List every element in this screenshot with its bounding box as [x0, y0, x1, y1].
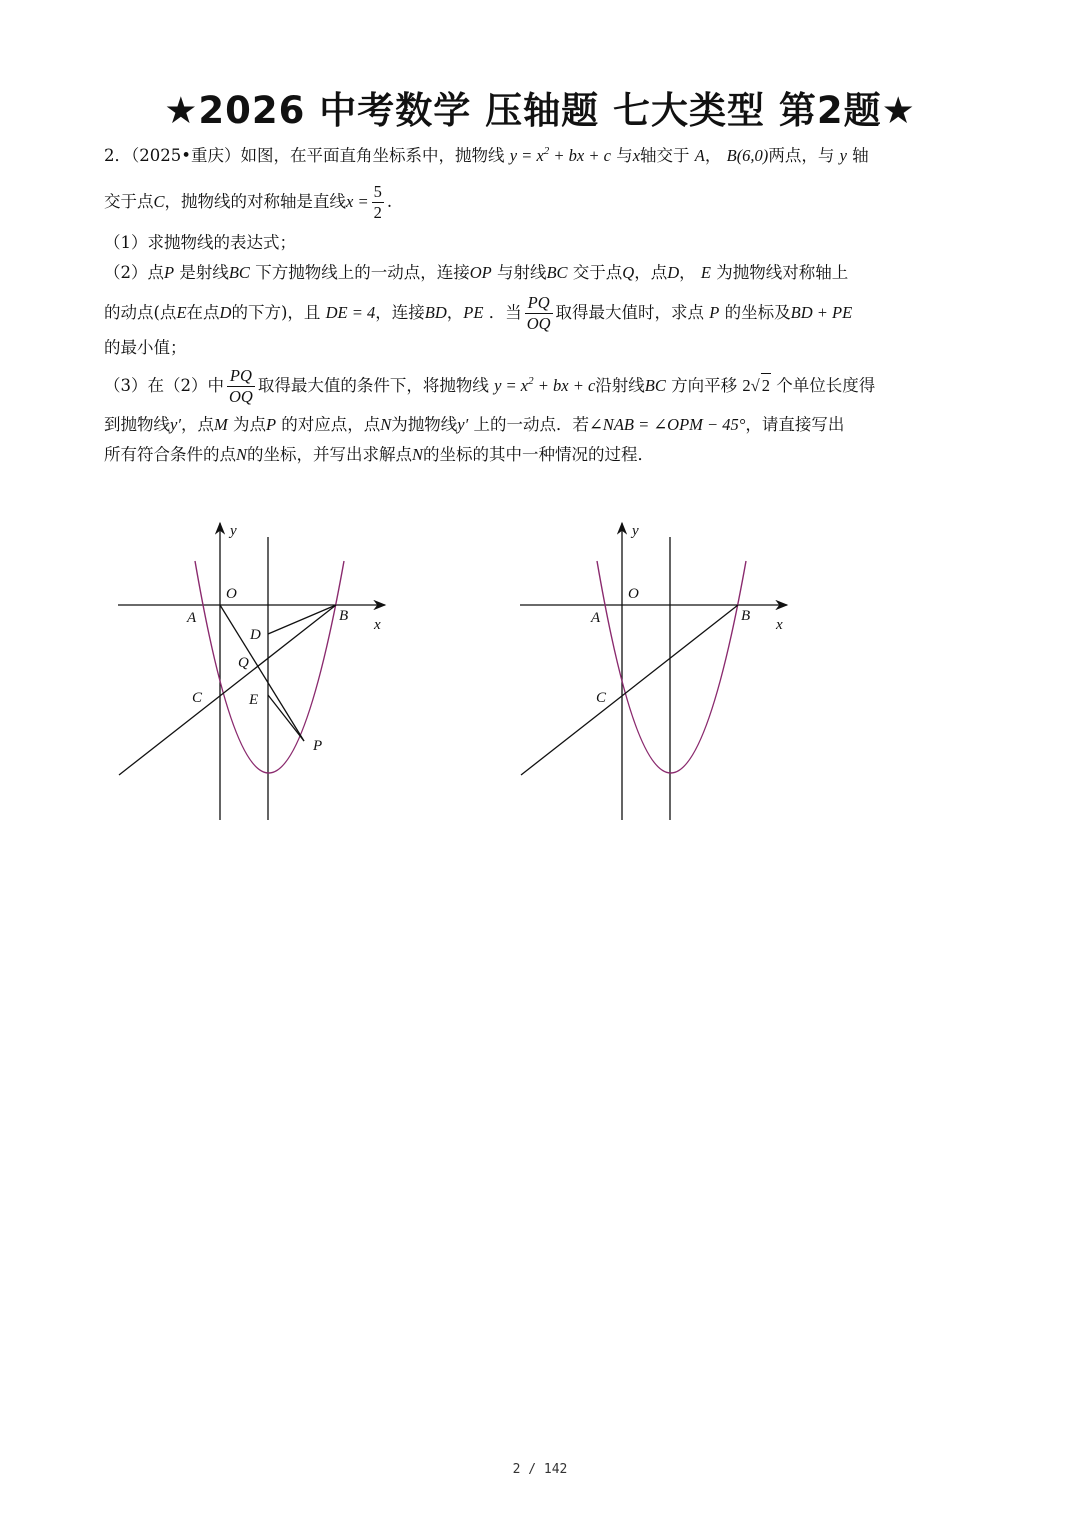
- text: 如图，在平面直角坐标系中，抛物线: [240, 146, 505, 165]
- part-3-line-2: [104, 413, 980, 437]
- text: ，: [679, 263, 696, 282]
- label-d: D: [250, 627, 261, 643]
- var: D: [219, 303, 232, 322]
- fraction-denominator: 2: [373, 203, 382, 222]
- var: D: [667, 263, 680, 282]
- text: 与: [616, 146, 633, 165]
- var: N: [380, 415, 392, 434]
- text: 在点: [186, 303, 220, 322]
- text: 取得最大值的条件下，将抛物线: [257, 376, 489, 395]
- line-bc: [521, 605, 738, 775]
- var: y′: [457, 415, 469, 434]
- text: 取得最大值时，求点: [555, 303, 705, 322]
- figure-1-svg: [110, 515, 400, 825]
- text: 的坐标及: [724, 303, 791, 322]
- fraction-numerator: PQ: [525, 293, 553, 314]
- radical-coefficient: 2: [742, 376, 751, 395]
- equation: [494, 376, 595, 395]
- text: 方向平移: [671, 376, 738, 395]
- text: 所有符合条件的点: [104, 445, 236, 464]
- text: （1）求抛物线的表达式；: [104, 233, 296, 252]
- text: ，点: [180, 415, 214, 434]
- text: 轴交于: [640, 146, 690, 165]
- figure-1: [110, 515, 400, 829]
- text: 上的一动点．若: [473, 415, 589, 434]
- var: E: [700, 263, 711, 282]
- page-number: 2 / 142: [512, 1462, 568, 1477]
- text: .: [386, 192, 393, 211]
- text: 个单位长度得: [776, 376, 876, 395]
- var: x: [632, 146, 641, 165]
- var: BD + PE: [790, 303, 853, 322]
- text: ，抛物线的对称轴是直线: [164, 192, 347, 211]
- label-e: E: [249, 692, 259, 708]
- text: ，: [446, 303, 464, 322]
- problem-line-2: [104, 182, 980, 223]
- eq-exponent: 2: [528, 375, 534, 387]
- label-p: P: [313, 738, 323, 754]
- text: 为抛物线: [391, 415, 458, 434]
- eq-part: + bx + c: [533, 376, 596, 395]
- part-3-line-1: [104, 366, 980, 407]
- var: OP: [469, 263, 492, 282]
- parabola: [597, 561, 746, 773]
- var: Q: [622, 263, 635, 282]
- label-q: Q: [238, 655, 249, 671]
- label-x: x: [374, 617, 381, 633]
- text: 交于点: [104, 192, 154, 211]
- part-3-line-3: [104, 443, 980, 467]
- segment-op: [220, 605, 304, 741]
- fraction: [525, 293, 553, 334]
- part-1: [104, 231, 980, 255]
- label-a: A: [187, 610, 197, 626]
- radicand: 2: [761, 373, 771, 398]
- figure-2-svg: [512, 515, 802, 825]
- fraction: [372, 182, 384, 223]
- var: x =: [346, 192, 369, 211]
- label-c: C: [192, 690, 203, 706]
- var: ∠NAB = ∠OPM − 45°: [588, 415, 746, 434]
- var: E: [176, 303, 187, 322]
- fraction-denominator: OQ: [229, 387, 253, 406]
- text: 下方抛物线上的一动点，连接: [255, 263, 470, 282]
- var: N: [236, 445, 248, 464]
- segment-pe: [268, 695, 304, 741]
- label-o: O: [628, 586, 639, 602]
- label-y: y: [230, 523, 237, 539]
- var: M: [213, 415, 228, 434]
- text: ，点: [634, 263, 668, 282]
- text: 两点，与: [768, 146, 835, 165]
- line-bc: [119, 605, 336, 775]
- eq-part: y = x: [494, 376, 529, 395]
- var: P: [265, 415, 277, 434]
- var: B(6,0): [726, 146, 769, 165]
- fraction-numerator: 5: [373, 182, 382, 201]
- text: 的下方)，且: [231, 303, 321, 322]
- part-2-line-1: [104, 261, 980, 285]
- label-c: C: [596, 690, 607, 706]
- problem-source: （2025•重庆）: [131, 146, 241, 165]
- label-b: B: [339, 608, 349, 624]
- var: C: [153, 192, 165, 211]
- var: A: [694, 146, 705, 165]
- text: 为抛物线对称轴上: [716, 263, 849, 282]
- var: DE = 4: [325, 303, 376, 322]
- text: （3）在（2）中: [104, 376, 224, 395]
- text: 的对应点，点: [281, 415, 381, 434]
- text: 是射线: [179, 263, 229, 282]
- eq-part: + bx + c: [549, 146, 611, 165]
- var: y′: [170, 415, 181, 434]
- label-a: A: [591, 610, 601, 626]
- text: 的动点(点: [104, 303, 177, 322]
- label-y: y: [632, 523, 639, 539]
- text: 与射线: [496, 263, 547, 282]
- var: BC: [546, 263, 568, 282]
- fraction-denominator: OQ: [526, 314, 551, 333]
- var: PE: [463, 303, 484, 322]
- figure-2: [512, 515, 802, 829]
- page-title: ★2026 中考数学 压轴题 七大类型 第2题★: [164, 89, 916, 132]
- eq-exponent: 2: [543, 145, 550, 157]
- text: ．当: [488, 303, 522, 322]
- text: （2）点: [104, 263, 164, 282]
- equation: [510, 146, 611, 165]
- segment-bd: [268, 605, 336, 634]
- label-b: B: [741, 608, 751, 624]
- part-2-line-2: [104, 293, 980, 334]
- var: y: [839, 146, 847, 165]
- text: ，请直接写出: [745, 415, 845, 434]
- text: ，连接: [375, 303, 425, 322]
- text: 交于点: [572, 263, 623, 282]
- text: 轴: [852, 146, 869, 165]
- problem-text: [104, 140, 980, 467]
- var: BC: [644, 376, 666, 395]
- label-o: O: [226, 586, 237, 602]
- var: P: [709, 303, 720, 322]
- var: P: [164, 263, 175, 282]
- text: 到抛物线: [104, 415, 170, 434]
- fraction-numerator: PQ: [227, 366, 255, 387]
- text: 为点: [232, 415, 266, 434]
- text: 的坐标的其中一种情况的过程．: [423, 445, 655, 464]
- text: ，: [704, 146, 722, 165]
- var: N: [412, 445, 424, 464]
- eq-part: y = x: [509, 146, 544, 165]
- var: BD: [424, 303, 447, 322]
- text: 沿射线: [595, 376, 645, 395]
- part-2-line-3: [104, 336, 980, 360]
- problem-line-1: [104, 144, 980, 168]
- var: BC: [228, 263, 250, 282]
- problem-number: 2．: [104, 146, 131, 165]
- label-x: x: [776, 617, 783, 633]
- fraction: [227, 366, 255, 407]
- text: 的最小值；: [104, 338, 187, 357]
- text: 的坐标，并写出求解点: [247, 445, 413, 464]
- radical: 2√ 2: [742, 376, 771, 395]
